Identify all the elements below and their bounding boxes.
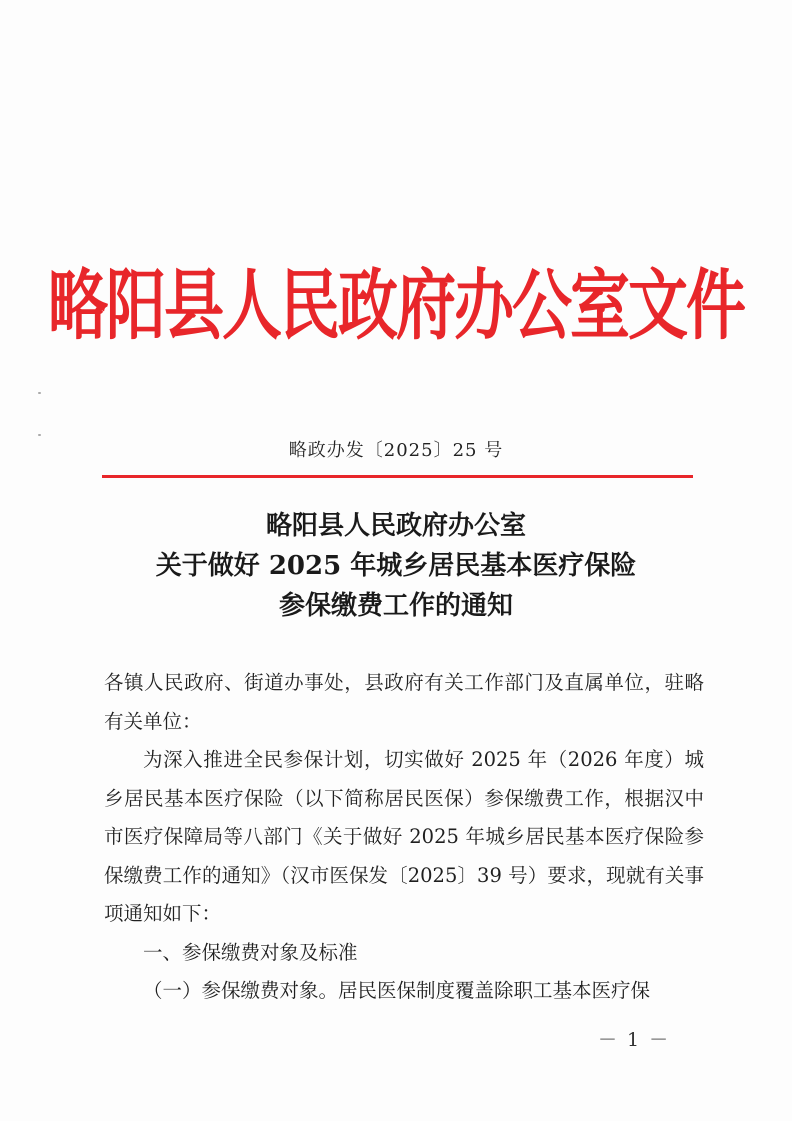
- title-line-2: 关于做好 2025 年城乡居民基本医疗保险: [155, 551, 637, 581]
- document-masthead: 略阳县人民政府办公室文件: [48, 261, 744, 352]
- document-body: [104, 664, 704, 1011]
- body-paragraph-2: （一）参保缴费对象。居民医保制度覆盖除职工基本医疗保: [143, 979, 651, 1002]
- document-number: 略政办发〔2025〕25 号: [288, 440, 504, 461]
- red-separator-line: [102, 475, 693, 478]
- salutation: 各镇人民政府、街道办事处，县政府有关工作部门及直属单位，驻略有关单位：: [104, 671, 704, 733]
- body-paragraph-intro: 为深入推进全民参保计划，切实做好 2025 年（2026 年度）城乡居民基本医疗保险（以下简称居民医保）参保缴费工作，根据汉中市医疗保障局等八部门《关于做好 2025 年城乡居民基本医疗保险参保缴费工作的通知》（汉市医保发〔2025〕39 号）要求，现就有关事项通知如下：: [104, 748, 704, 925]
- document-title: [0, 506, 792, 626]
- title-line-3: 参保缴费工作的通知: [278, 591, 513, 621]
- section-heading-1: 一、参保缴费对象及标准: [143, 940, 358, 964]
- scan-speck: [38, 392, 41, 394]
- title-line-1: 略阳县人民政府办公室: [265, 511, 526, 541]
- page-number: － 1 －: [598, 1029, 671, 1051]
